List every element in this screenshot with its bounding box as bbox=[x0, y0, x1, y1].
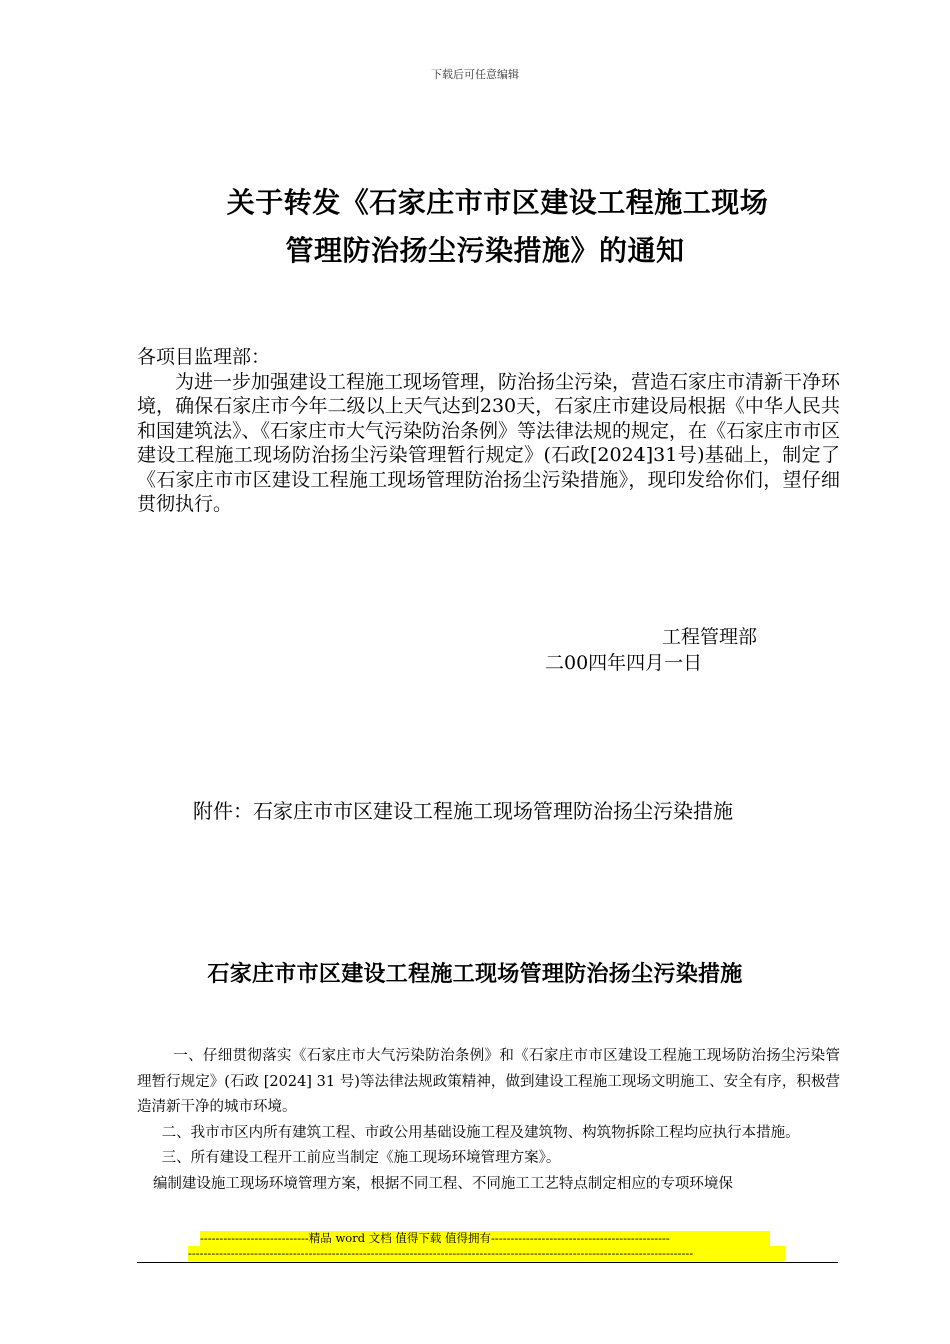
signature-department: 工程管理部 bbox=[662, 626, 758, 648]
header-note: 下载后可任意编辑 bbox=[431, 68, 519, 81]
notice-title-line-1: 关于转发《石家庄市市区建设工程施工现场 bbox=[226, 186, 769, 219]
measures-paragraph-1: 一、仔细贯彻落实《石家庄市大气污染防治条例》和《石家庄市市区建设工程施工现场防治扬尘污染管理暂行规定》(石政 [2024] 31 号)等法律法规政策精神，做到建设工程施工现场文明施工、安全有序，积极营造清新干净的城市环境。 bbox=[137, 1048, 840, 1115]
measures-paragraph-3: 三、所有建设工程开工前应当制定《施工现场环境管理方案》。 bbox=[161, 1150, 561, 1166]
signature-date: 二00四年四月一日 bbox=[545, 652, 703, 674]
measures-paragraph-2: 二、我市市区内所有建筑工程、市政公用基础设施工程及建筑物、构筑物拆除工程均应执行本措施。 bbox=[161, 1124, 800, 1141]
measures-title: 石家庄市市区建设工程施工现场管理防治扬尘污染措施 bbox=[207, 962, 743, 987]
footer-banner-line-2: ---------------------------------------------------------------------------------------------------------------------------------- bbox=[188, 1246, 785, 1261]
footer-banner-line-1: ----------------------------精品 word 文档 值得下载 值得拥有---------------------------------------------- bbox=[200, 1231, 770, 1246]
measures-paragraph-4: 编制建设施工现场环境管理方案，根据不同工程、不同施工工艺特点制定相应的专项环境保 bbox=[152, 1175, 733, 1192]
footer-rule bbox=[137, 1262, 838, 1263]
notice-title-line-2: 管理防治扬尘污染措施》的通知 bbox=[285, 234, 685, 267]
attachment-line: 附件：石家庄市市区建设工程施工现场管理防治扬尘污染措施 bbox=[193, 799, 733, 823]
salutation: 各项目监理部： bbox=[137, 346, 271, 368]
measures-body bbox=[137, 1044, 840, 1197]
notice-body bbox=[137, 345, 840, 517]
notice-paragraph: 为进一步加强建设工程施工现场管理，防治扬尘污染，营造石家庄市清新干净环境，确保石家庄市今年二级以上天气达到230天，石家庄市建设局根据《中华人民共和国建筑法》、《石家庄市大气污染防治条例》等法律法规的规定，在《石家庄市市区建设工程施工现场防治扬尘污染管理暂行规定》(石政[2024]31号)基础上，制定了《石家庄市市区建设工程施工现场管理防治扬尘污染措施》，现印发给你们，望仔细贯彻执行。 bbox=[137, 370, 841, 515]
